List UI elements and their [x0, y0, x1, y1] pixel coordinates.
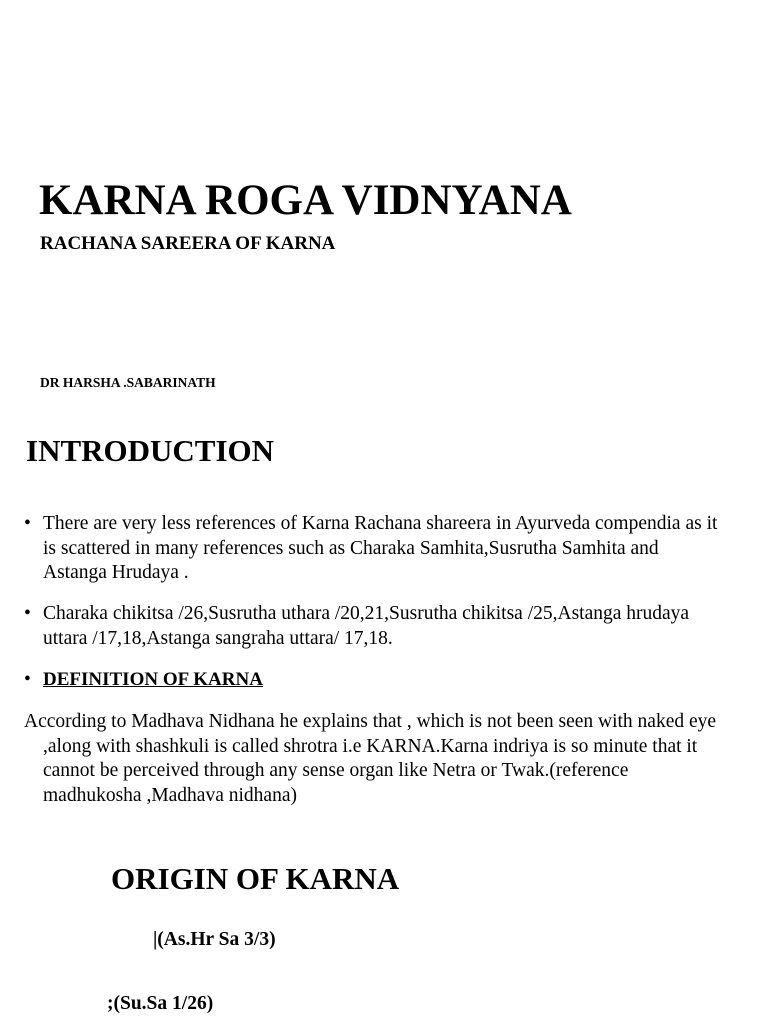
definition-bullet [24, 668, 724, 693]
author-name: DR HARSHA .SABARINATH [40, 375, 216, 390]
bullet-glyph: • [24, 513, 31, 534]
bullet-glyph: • [24, 669, 31, 690]
document-subtitle: RACHANA SAREERA OF KARNA [40, 233, 336, 254]
definition-paragraph: According to Madhava Nidhana he explains that , which is not been seen with naked eye ,along with shashkuli is called shrotra i.e KARNA.Karna indriya is so minute that it cannot be perceived through any sense organ like Netra or Twak.(reference madhukosha ,Madhava nidhana) [24, 711, 717, 806]
introduction-heading: INTRODUCTION [26, 433, 275, 468]
bullet-glyph: • [24, 603, 31, 624]
document-title: KARNA ROGA VIDNYANA [39, 177, 572, 224]
reference-citation: |(As.Hr Sa 3/3) [153, 929, 276, 950]
bullet-text: There are very less references of Karna Rachana shareera in Ayurveda compendia as it is scattered in many references such as Charaka Samhita,Susrutha Samhita and Astanga Hrudaya . [43, 513, 718, 583]
bullet-text: Charaka chikitsa /26,Susrutha uthara /20,21,Susrutha chikitsa /25,Astanga hrudaya uttara /17,18,Astanga sangraha uttara/ 17,18. [43, 603, 690, 649]
reference-citation: ;(Su.Sa 1/26) [107, 993, 214, 1014]
bullet-item [24, 602, 724, 651]
bullet-item [24, 512, 724, 586]
origin-heading: ORIGIN OF KARNA [111, 861, 400, 896]
definition-heading: DEFINITION OF KARNA [43, 669, 263, 690]
